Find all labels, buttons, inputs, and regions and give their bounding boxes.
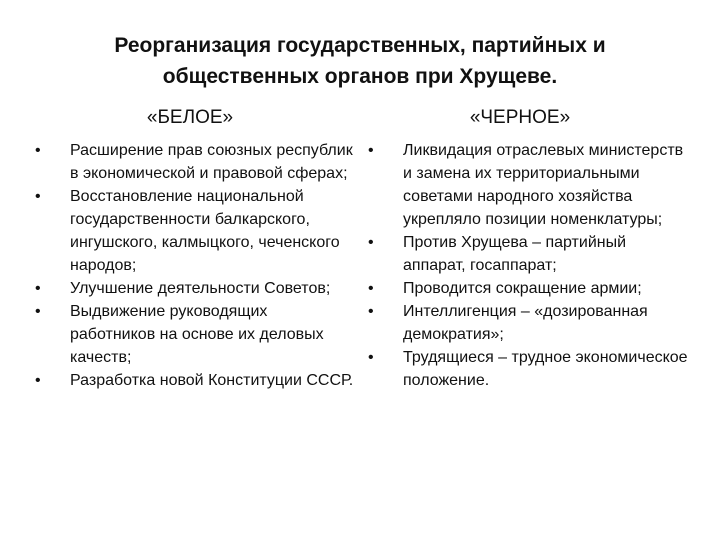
list-item [368,346,688,392]
list-item-text: Расширение прав союзных республик в экономической и правовой сферах; [70,142,353,182]
bullet-icon: • [35,372,41,389]
bullet-icon: • [368,303,374,320]
black-list [368,139,688,392]
list-item [35,139,355,185]
list-item-text: Проводится сокращение армии; [403,280,642,297]
bullet-icon: • [368,142,374,159]
list-item-text: Ликвидация отраслевых министерств и замена их территориальными советами народного хозяйства укрепляло позиции номенклатуры; [403,142,684,228]
list-item [35,277,355,300]
white-column-heading: «БЕЛОЕ» [146,107,234,128]
list-item [368,231,688,277]
bullet-icon: • [35,280,41,297]
list-item-text: Выдвижение руководящих работников на основе их деловых качеств; [70,303,324,366]
white-list [35,139,355,392]
list-item [35,185,355,277]
bullet-icon: • [368,280,374,297]
list-item-text: Разработка новой Конституции СССР. [70,372,354,389]
bullet-icon: • [368,349,374,366]
list-item-text: Улучшение деятельности Советов; [70,280,331,297]
list-item-text: Трудящиеся – трудное экономическое положение. [403,349,688,389]
list-item [368,277,688,300]
list-item [35,300,355,369]
bullet-icon: • [35,188,41,205]
bullet-icon: • [368,234,374,251]
list-item-text: Интеллигенция – «дозированная демократия»; [403,303,648,343]
list-item-text: Восстановление национальной государственности балкарского, ингушского, калмыцкого, чеченского народов; [70,188,340,274]
list-item [368,300,688,346]
black-column-heading: «ЧЕРНОЕ» [469,107,571,128]
slide-title [60,30,660,92]
list-item-text: Против Хрущева – партийный аппарат, госаппарат; [403,234,627,274]
list-item [35,369,355,392]
bullet-icon: • [35,142,41,159]
bullet-icon: • [35,303,41,320]
title-line-1: Реорганизация государственных, партийных и [114,34,606,57]
list-item [368,139,688,231]
title-line-2: общественных органов при Хрущеве. [162,65,558,88]
